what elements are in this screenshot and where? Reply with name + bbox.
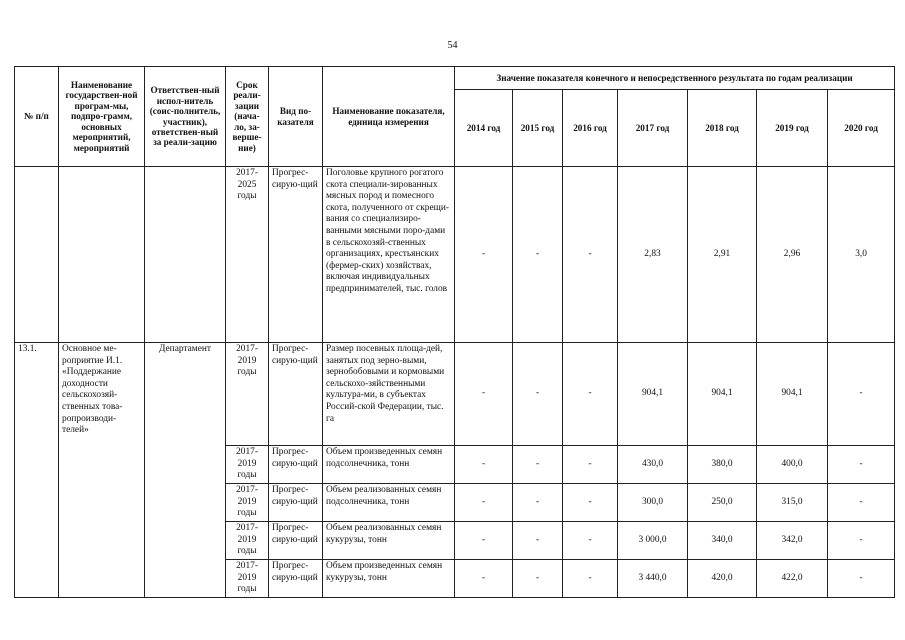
cell-no: 13.1.: [15, 343, 59, 598]
cell-term: 2017-2019 годы: [226, 560, 269, 598]
header-year: 2019 год: [757, 90, 828, 167]
cell-value: 250,0: [688, 484, 757, 522]
cell-term: 2017-2019 годы: [226, 446, 269, 484]
cell-value: -: [563, 446, 618, 484]
cell-value: -: [563, 167, 618, 343]
cell-value: -: [828, 560, 895, 598]
cell-value: -: [828, 522, 895, 560]
header-year: 2020 год: [828, 90, 895, 167]
cell-value: -: [563, 522, 618, 560]
header-indicator: Наименование показателя, единица измерения: [323, 67, 455, 167]
cell-value: 422,0: [757, 560, 828, 598]
cell-type: Прогрес-сирую-щий: [269, 167, 323, 343]
cell-value: -: [513, 343, 563, 446]
cell-value: 2,96: [757, 167, 828, 343]
cell-program: Основное ме-роприятие И.1. «Поддержание доходности сельскохозяй-ственных това-ропроизводи-телей»: [59, 343, 145, 598]
cell-no: [15, 167, 59, 343]
cell-value: -: [455, 167, 513, 343]
cell-value: 904,1: [688, 343, 757, 446]
cell-responsible: Департамент: [145, 343, 226, 598]
cell-value: -: [513, 446, 563, 484]
cell-value: 430,0: [618, 446, 688, 484]
cell-indicator: Объем произведенных семян кукурузы, тонн: [323, 560, 455, 598]
header-type: Вид по-казателя: [269, 67, 323, 167]
table-row: [15, 167, 895, 343]
cell-indicator: Поголовье крупного рогатого скота специали-зированных мясных пород и помесного скота, полученного от скрещи-вания со специализиро-ванными мясными поро-дами в сельскохозяй-ственных организациях, крестьянских (фермер-ских) хозяйствах, включая индивидуальных предпринимателей, тыс. голов: [323, 167, 455, 343]
cell-value: -: [513, 560, 563, 598]
cell-value: 3 000,0: [618, 522, 688, 560]
cell-indicator: Объем произведенных семян подсолнечника, тонн: [323, 446, 455, 484]
cell-value: -: [513, 522, 563, 560]
cell-value: 3,0: [828, 167, 895, 343]
cell-type: Прогрес-сирую-щий: [269, 560, 323, 598]
cell-value: -: [563, 484, 618, 522]
cell-indicator: Объем реализованных семян подсолнечника, тонн: [323, 484, 455, 522]
cell-value: 340,0: [688, 522, 757, 560]
header-program: Наименование государствен-ной програм-мы, подпро-грамм, основных мероприятий, мероприятий: [59, 67, 145, 167]
header-year: 2018 год: [688, 90, 757, 167]
header-year: 2017 год: [618, 90, 688, 167]
cell-value: 342,0: [757, 522, 828, 560]
header-responsible: Ответствен-ный испол-нитель (соис-полнитель, участник), ответствен-ный за реали-зацию: [145, 67, 226, 167]
table-row: [15, 343, 895, 446]
cell-value: -: [455, 522, 513, 560]
header-year: 2015 год: [513, 90, 563, 167]
cell-indicator: Объем реализованных семян кукурузы, тонн: [323, 522, 455, 560]
cell-responsible: [145, 167, 226, 343]
cell-value: -: [455, 343, 513, 446]
cell-value: -: [563, 343, 618, 446]
cell-value: 2,83: [618, 167, 688, 343]
header-values-group: Значение показателя конечного и непосредственного результата по годам реализации: [455, 67, 895, 90]
cell-indicator: Размер посевных площа-дей, занятых под зерно-выми, зернобобовыми и кормовыми сельскохо-зяйственными культура-ми, в субъектах Россий-ской Федерации, тыс. га: [323, 343, 455, 446]
cell-type: Прогрес-сирую-щий: [269, 343, 323, 446]
cell-value: 2,91: [688, 167, 757, 343]
header-term: Срок реали-зации (нача-ло, за-верше-ние): [226, 67, 269, 167]
indicators-table: [14, 66, 895, 598]
cell-program: [59, 167, 145, 343]
cell-value: -: [513, 167, 563, 343]
cell-term: 2017-2019 годы: [226, 343, 269, 446]
cell-value: -: [513, 484, 563, 522]
header-row-1: [15, 67, 895, 90]
cell-value: 420,0: [688, 560, 757, 598]
cell-value: 400,0: [757, 446, 828, 484]
cell-value: -: [455, 484, 513, 522]
header-year: 2016 год: [563, 90, 618, 167]
cell-value: -: [828, 446, 895, 484]
cell-term: 2017-2019 годы: [226, 522, 269, 560]
cell-type: Прогрес-сирую-щий: [269, 522, 323, 560]
page-number: 54: [447, 40, 458, 51]
cell-type: Прогрес-сирую-щий: [269, 484, 323, 522]
cell-type: Прогрес-сирую-щий: [269, 446, 323, 484]
header-year: 2014 год: [455, 90, 513, 167]
cell-value: 300,0: [618, 484, 688, 522]
cell-value: 315,0: [757, 484, 828, 522]
cell-term: 2017-2025 годы: [226, 167, 269, 343]
cell-value: 904,1: [757, 343, 828, 446]
cell-value: -: [828, 343, 895, 446]
cell-value: -: [455, 560, 513, 598]
cell-value: -: [828, 484, 895, 522]
cell-term: 2017-2019 годы: [226, 484, 269, 522]
header-no: № п/п: [15, 67, 59, 167]
cell-value: 380,0: [688, 446, 757, 484]
cell-value: 904,1: [618, 343, 688, 446]
cell-value: -: [563, 560, 618, 598]
cell-value: 3 440,0: [618, 560, 688, 598]
cell-value: -: [455, 446, 513, 484]
